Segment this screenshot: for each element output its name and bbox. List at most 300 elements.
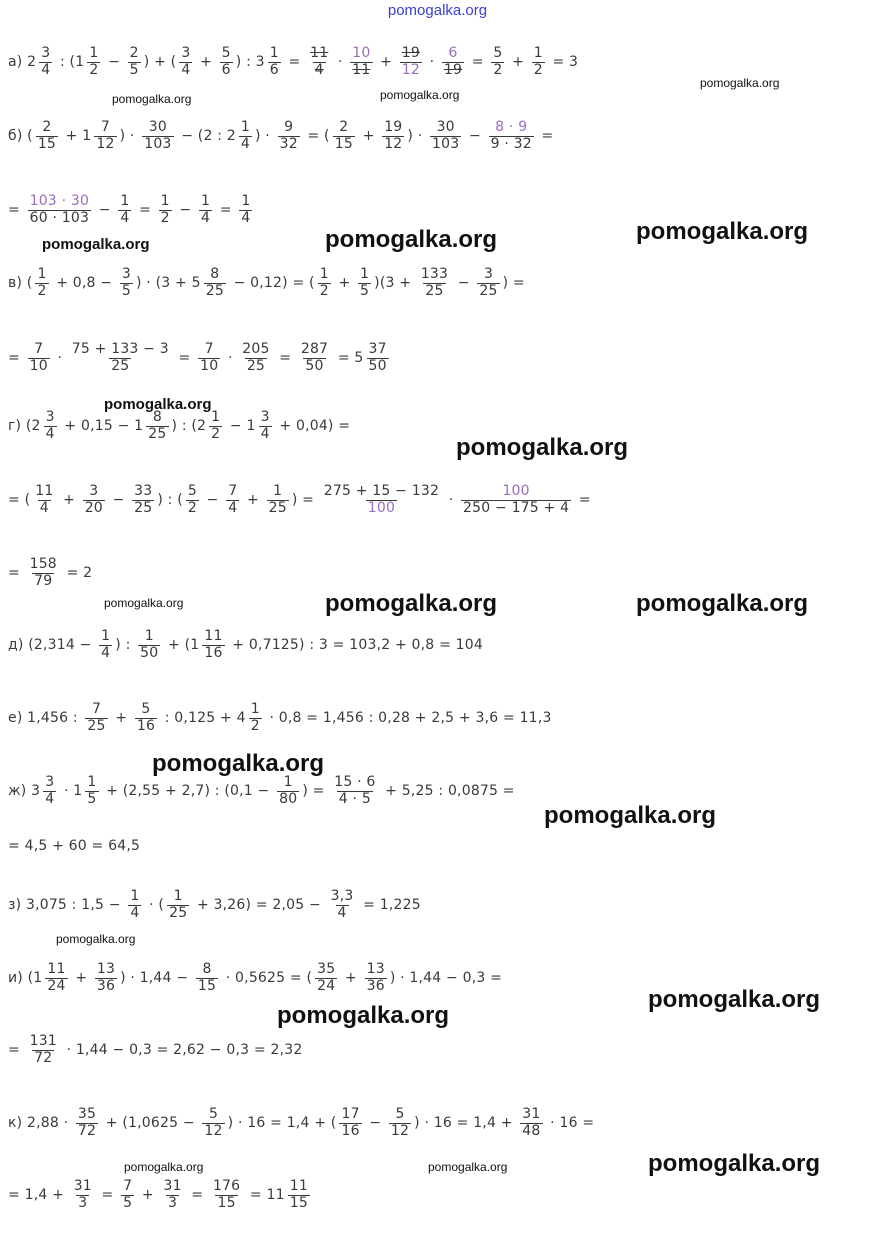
numerator: 2 bbox=[129, 45, 139, 62]
fraction bbox=[161, 1179, 183, 1210]
numerator: 3 bbox=[89, 483, 99, 500]
math-text: = bbox=[8, 565, 25, 581]
fraction bbox=[39, 46, 52, 77]
watermark: pomogalka.org bbox=[456, 434, 629, 461]
fraction bbox=[419, 267, 450, 298]
denominator: 16 bbox=[341, 1122, 360, 1139]
fraction bbox=[491, 46, 504, 77]
numerator: 7 bbox=[204, 341, 214, 358]
denominator: 3 bbox=[78, 1194, 88, 1211]
fraction bbox=[329, 889, 356, 920]
numerator: 1 bbox=[201, 193, 211, 210]
fraction bbox=[186, 484, 199, 515]
denominator: 25 bbox=[425, 282, 444, 299]
denominator: 11 bbox=[352, 61, 371, 78]
numerator: 103 · 30 bbox=[29, 193, 90, 210]
math-text: − 0,12) = ( bbox=[228, 275, 315, 291]
math-text: · bbox=[444, 492, 459, 508]
math-text: · 1 bbox=[59, 783, 83, 799]
fraction bbox=[72, 1179, 94, 1210]
fraction bbox=[220, 46, 233, 77]
solution-zh-line-2 bbox=[8, 818, 875, 874]
denominator: 50 bbox=[305, 357, 324, 374]
numerator: 10 bbox=[352, 45, 371, 62]
numerator: 35 bbox=[77, 1106, 97, 1123]
numerator: 3,3 bbox=[330, 888, 354, 905]
fraction bbox=[45, 962, 67, 993]
fraction bbox=[442, 46, 464, 77]
numerator: 3 bbox=[45, 774, 55, 791]
numerator: 5 bbox=[208, 1106, 219, 1123]
numerator: 1 bbox=[250, 701, 260, 718]
math-text: к) 2,88 · bbox=[8, 1115, 73, 1131]
numerator: 1 bbox=[89, 45, 99, 62]
math-text: а) 2 bbox=[8, 54, 37, 70]
fraction bbox=[118, 194, 131, 225]
numerator: 1 bbox=[130, 888, 140, 905]
fraction bbox=[28, 194, 92, 225]
numerator: 176 bbox=[212, 1178, 241, 1195]
numerator: 100 bbox=[502, 483, 530, 500]
fraction bbox=[99, 629, 112, 660]
fraction bbox=[240, 342, 271, 373]
math-text: · 16 = bbox=[545, 1115, 595, 1131]
fraction bbox=[318, 267, 331, 298]
numerator: 1 bbox=[37, 266, 47, 283]
numerator: 31 bbox=[73, 1178, 92, 1195]
math-text: : (1 bbox=[55, 54, 85, 70]
watermark: pomogalka.org bbox=[648, 986, 821, 1013]
denominator: 12 bbox=[204, 1122, 223, 1139]
fraction bbox=[198, 342, 220, 373]
math-text: + 5,25 : 0,0875 = bbox=[380, 783, 515, 799]
numerator: 131 bbox=[29, 1033, 57, 1050]
denominator: 5 bbox=[123, 1194, 133, 1211]
fraction bbox=[28, 557, 59, 588]
denominator: 5 bbox=[87, 790, 97, 807]
fraction bbox=[278, 120, 300, 151]
numerator: 15 · 6 bbox=[334, 774, 376, 791]
denominator: 6 bbox=[221, 61, 231, 78]
numerator: 7 bbox=[123, 1178, 133, 1195]
numerator: 1 bbox=[273, 483, 283, 500]
solution-g-line-2 bbox=[8, 472, 875, 528]
math-text: ) = bbox=[302, 783, 330, 799]
denominator: 5 bbox=[129, 61, 139, 78]
numerator: 5 bbox=[221, 45, 231, 62]
fraction bbox=[532, 46, 545, 77]
denominator: 25 bbox=[134, 499, 153, 516]
math-text: − bbox=[453, 275, 475, 291]
fraction bbox=[277, 775, 299, 806]
numerator: 33 bbox=[134, 483, 153, 500]
fraction bbox=[430, 120, 461, 151]
watermark: pomogalka.org bbox=[325, 226, 498, 253]
numerator: 1 bbox=[173, 888, 183, 905]
solution-v-line-2 bbox=[8, 330, 875, 386]
math-text: ) : (2 bbox=[171, 418, 207, 434]
numerator: 17 bbox=[341, 1106, 360, 1123]
numerator: 275 + 15 − 132 bbox=[323, 483, 440, 500]
math-text: − bbox=[174, 202, 197, 218]
denominator: 12 bbox=[384, 135, 403, 152]
math-text: б) ( bbox=[8, 128, 33, 144]
fraction bbox=[239, 194, 252, 225]
math-text: · bbox=[333, 54, 348, 70]
math-text: + 3,26) = 2,05 − bbox=[192, 897, 326, 913]
numerator: 3 bbox=[45, 409, 55, 426]
watermark: pomogalka.org bbox=[152, 750, 325, 777]
math-text: = bbox=[274, 350, 296, 366]
numerator: 19 bbox=[401, 45, 420, 62]
numerator: 13 bbox=[96, 961, 116, 978]
math-text: = bbox=[134, 202, 156, 218]
numerator: 3 bbox=[483, 266, 494, 283]
denominator: 2 bbox=[250, 717, 260, 734]
fraction bbox=[202, 1107, 224, 1138]
denominator: 4 bbox=[314, 61, 324, 78]
denominator: 10 bbox=[200, 357, 219, 374]
math-text: · bbox=[52, 350, 67, 366]
math-text: = 3 bbox=[547, 54, 579, 70]
math-text: = ( bbox=[302, 128, 330, 144]
math-text: ) : 3 bbox=[235, 54, 265, 70]
numerator: 2 bbox=[42, 119, 52, 136]
numerator: 1 bbox=[120, 193, 130, 210]
denominator: 16 bbox=[204, 644, 223, 661]
fraction bbox=[211, 1179, 242, 1210]
solution-d-line-1 bbox=[8, 617, 875, 673]
math-text: = 2 bbox=[61, 565, 93, 581]
fraction bbox=[288, 1179, 310, 1210]
fraction bbox=[520, 1107, 542, 1138]
math-text: + 0,7125) : 3 = 103,2 + 0,8 = 104 bbox=[227, 637, 483, 653]
math-text: = bbox=[8, 350, 25, 366]
denominator: 9 · 32 bbox=[490, 135, 532, 152]
math-text: г) (2 bbox=[8, 418, 41, 434]
math-text: + bbox=[507, 54, 529, 70]
math-text: ) + ( bbox=[143, 54, 177, 70]
denominator: 2 bbox=[89, 61, 99, 78]
numerator: 11 bbox=[310, 45, 329, 62]
numerator: 1 bbox=[319, 266, 329, 283]
numerator: 11 bbox=[35, 483, 54, 500]
fraction bbox=[167, 889, 189, 920]
denominator: 103 bbox=[432, 135, 460, 152]
fraction bbox=[146, 410, 168, 441]
math-text: · 0,5625 = ( bbox=[221, 970, 313, 986]
numerator: 1 bbox=[360, 266, 370, 283]
math-text: ) = bbox=[291, 492, 319, 508]
denominator: 25 bbox=[479, 282, 498, 299]
numerator: 31 bbox=[163, 1178, 182, 1195]
denominator: 48 bbox=[522, 1122, 541, 1139]
numerator: 5 bbox=[141, 701, 151, 718]
fraction bbox=[128, 46, 141, 77]
fraction bbox=[35, 267, 48, 298]
solution-i-line-2 bbox=[8, 1022, 875, 1078]
denominator: 4 bbox=[241, 209, 251, 226]
numerator: 11 bbox=[47, 961, 66, 978]
denominator: 5 bbox=[121, 282, 131, 299]
fraction bbox=[36, 120, 58, 151]
denominator: 4 bbox=[120, 209, 130, 226]
denominator: 16 bbox=[136, 717, 156, 734]
numerator: 1 bbox=[101, 628, 111, 645]
denominator: 15 bbox=[197, 977, 217, 994]
denominator: 19 bbox=[443, 61, 463, 78]
fraction bbox=[461, 484, 571, 515]
denominator: 25 bbox=[169, 904, 188, 921]
numerator: 1 bbox=[533, 45, 543, 62]
fraction bbox=[477, 267, 499, 298]
math-text: ) · 16 = 1,4 + bbox=[414, 1115, 518, 1131]
numerator: 3 bbox=[121, 266, 131, 283]
denominator: 79 bbox=[34, 572, 53, 589]
denominator: 15 bbox=[289, 1194, 308, 1211]
math-text: − bbox=[94, 202, 116, 218]
watermark: pomogalka.org bbox=[56, 932, 136, 946]
math-text: + 0,8 − bbox=[51, 275, 117, 291]
fraction bbox=[226, 484, 239, 515]
math-text: е) 1,456 : bbox=[8, 710, 83, 726]
fraction bbox=[121, 1179, 134, 1210]
fraction bbox=[489, 120, 534, 151]
fraction bbox=[382, 120, 404, 151]
math-text: − bbox=[202, 492, 224, 508]
denominator: 50 bbox=[368, 357, 387, 374]
numerator: 19 bbox=[384, 119, 403, 136]
denominator: 36 bbox=[366, 977, 385, 994]
numerator: 11 bbox=[289, 1178, 308, 1195]
watermark: pomogalka.org bbox=[277, 1002, 450, 1029]
denominator: 103 bbox=[144, 135, 172, 152]
denominator: 4 · 5 bbox=[338, 790, 371, 807]
fraction bbox=[28, 342, 50, 373]
fraction bbox=[322, 484, 441, 515]
denominator: 15 bbox=[217, 1194, 236, 1211]
fraction bbox=[400, 46, 422, 77]
math-text: ) · 16 = 1,4 + ( bbox=[227, 1115, 337, 1131]
denominator: 12 bbox=[96, 135, 115, 152]
fraction bbox=[267, 484, 289, 515]
denominator: 3 bbox=[168, 1194, 178, 1211]
fraction bbox=[199, 194, 212, 225]
math-text: ) · (3 + 5 bbox=[135, 275, 201, 291]
numerator: 1 bbox=[211, 409, 221, 426]
denominator: 12 bbox=[401, 61, 420, 78]
watermark: pomogalka.org bbox=[544, 802, 717, 829]
fraction bbox=[120, 267, 133, 298]
denominator: 2 bbox=[533, 61, 543, 78]
watermark: pomogalka.org bbox=[124, 1160, 204, 1174]
math-text: · 0,8 = 1,456 : 0,28 + 2,5 + 3,6 = 11,3 bbox=[264, 710, 552, 726]
numerator: 5 bbox=[187, 483, 198, 500]
math-text: + bbox=[195, 54, 217, 70]
numerator: 1 bbox=[144, 628, 154, 645]
solution-zh-line-1 bbox=[8, 763, 875, 819]
denominator: 4 bbox=[260, 425, 270, 442]
numerator: 205 bbox=[242, 341, 270, 358]
numerator: 2 bbox=[339, 119, 349, 136]
math-text: + 1 bbox=[61, 128, 92, 144]
math-text: = 1,4 + bbox=[8, 1187, 69, 1203]
math-text: в) ( bbox=[8, 275, 33, 291]
watermark: pomogalka.org bbox=[104, 596, 184, 610]
math-text: + 0,15 − 1 bbox=[59, 418, 144, 434]
math-text: + bbox=[375, 54, 397, 70]
watermark: pomogalka.org bbox=[428, 1160, 508, 1174]
denominator: 25 bbox=[268, 499, 287, 516]
math-text: + bbox=[137, 1187, 159, 1203]
fraction bbox=[365, 962, 387, 993]
fraction bbox=[204, 267, 226, 298]
numerator: 3 bbox=[41, 45, 51, 62]
fraction bbox=[333, 120, 355, 151]
solution-k-line-1 bbox=[8, 1095, 875, 1151]
denominator: 36 bbox=[96, 977, 116, 994]
math-text: = bbox=[215, 202, 237, 218]
math-text: = bbox=[96, 1187, 119, 1203]
math-text: )(3 + bbox=[374, 275, 416, 291]
fraction bbox=[389, 1107, 411, 1138]
math-text: − 1 bbox=[225, 418, 256, 434]
denominator: 2 bbox=[493, 61, 503, 78]
fraction bbox=[44, 410, 57, 441]
numerator: 5 bbox=[493, 45, 503, 62]
math-text: ) : bbox=[115, 637, 136, 653]
numerator: 158 bbox=[29, 556, 57, 573]
numerator: 11 bbox=[204, 628, 223, 645]
denominator: 25 bbox=[148, 425, 167, 442]
numerator: 35 bbox=[317, 961, 336, 978]
fraction bbox=[299, 342, 330, 373]
math-text: − bbox=[107, 492, 130, 508]
denominator: 10 bbox=[29, 357, 48, 374]
denominator: 6 bbox=[269, 61, 279, 78]
numerator: 8 bbox=[152, 409, 162, 426]
denominator: 4 bbox=[41, 61, 51, 78]
fraction bbox=[179, 46, 192, 77]
numerator: 5 bbox=[395, 1106, 405, 1123]
fraction bbox=[339, 1107, 361, 1138]
numerator: 1 bbox=[283, 774, 293, 791]
fraction bbox=[135, 702, 157, 733]
numerator: 7 bbox=[100, 119, 111, 136]
math-text: + bbox=[70, 970, 92, 986]
math-text: ) · bbox=[119, 128, 140, 144]
fraction bbox=[367, 342, 389, 373]
denominator: 4 bbox=[101, 644, 111, 661]
fraction bbox=[308, 46, 330, 77]
fraction bbox=[95, 962, 117, 993]
fraction bbox=[94, 120, 116, 151]
fraction bbox=[83, 484, 105, 515]
math-text: = bbox=[283, 54, 306, 70]
math-text: − bbox=[364, 1115, 386, 1131]
numerator: 8 · 9 bbox=[495, 119, 528, 136]
numerator: 30 bbox=[148, 119, 167, 136]
math-text: з) 3,075 : 1,5 − bbox=[8, 897, 126, 913]
watermark: pomogalka.org bbox=[700, 76, 780, 90]
fraction bbox=[138, 629, 160, 660]
denominator: 2 bbox=[319, 282, 329, 299]
numerator: 8 bbox=[202, 961, 212, 978]
site-header[interactable]: pomogalka.org bbox=[387, 2, 488, 19]
denominator: 32 bbox=[279, 135, 298, 152]
denominator: 4 bbox=[39, 499, 49, 516]
numerator: 75 + 133 − 3 bbox=[71, 341, 169, 358]
math-text: = bbox=[8, 202, 25, 218]
solution-b-line-1 bbox=[8, 108, 875, 164]
math-text: = bbox=[173, 350, 196, 366]
numerator: 8 bbox=[210, 266, 220, 283]
fraction bbox=[142, 120, 173, 151]
denominator: 100 bbox=[367, 499, 396, 516]
math-text: + bbox=[110, 710, 132, 726]
fraction bbox=[85, 775, 98, 806]
denominator: 25 bbox=[87, 717, 106, 734]
math-text: д) (2,314 − bbox=[8, 637, 97, 653]
denominator: 2 bbox=[211, 425, 221, 442]
watermark: pomogalka.org bbox=[636, 590, 809, 617]
fraction bbox=[43, 775, 56, 806]
math-text: = 11 bbox=[245, 1187, 285, 1203]
fraction bbox=[249, 702, 262, 733]
fraction bbox=[70, 342, 171, 373]
watermark: pomogalka.org bbox=[112, 92, 192, 106]
math-text: + bbox=[340, 970, 362, 986]
fraction bbox=[132, 484, 154, 515]
numerator: 9 bbox=[284, 119, 294, 136]
fraction bbox=[159, 194, 172, 225]
math-text: − bbox=[103, 54, 125, 70]
watermark: pomogalka.org bbox=[325, 590, 498, 617]
numerator: 287 bbox=[300, 341, 329, 358]
math-text: = bbox=[536, 128, 554, 144]
denominator: 72 bbox=[34, 1049, 53, 1066]
denominator: 15 bbox=[334, 135, 353, 152]
fraction bbox=[128, 889, 141, 920]
math-text: = bbox=[8, 1042, 25, 1058]
math-text: − (2 : 2 bbox=[176, 128, 236, 144]
math-text: ) · 1,44 − bbox=[120, 970, 193, 986]
math-text: ) = bbox=[502, 275, 525, 291]
fraction bbox=[85, 702, 107, 733]
denominator: 4 bbox=[181, 61, 191, 78]
watermark: pomogalka.org bbox=[648, 1150, 821, 1177]
numerator: 7 bbox=[34, 341, 44, 358]
math-text: + bbox=[58, 492, 80, 508]
math-text: ) · bbox=[254, 128, 275, 144]
denominator: 12 bbox=[390, 1122, 410, 1139]
denominator: 4 bbox=[337, 904, 347, 921]
numerator: 7 bbox=[228, 483, 238, 500]
denominator: 24 bbox=[317, 977, 336, 994]
math-text: = bbox=[574, 492, 591, 508]
fraction bbox=[196, 962, 218, 993]
denominator: 15 bbox=[37, 135, 57, 152]
math-text: + bbox=[333, 275, 356, 291]
fraction bbox=[268, 46, 281, 77]
math-text: ) · bbox=[407, 128, 428, 144]
math-text: + (2,55 + 2,7) : (0,1 − bbox=[101, 783, 275, 799]
denominator: 4 bbox=[201, 209, 211, 226]
denominator: 4 bbox=[45, 425, 55, 442]
fraction bbox=[28, 1034, 59, 1065]
numerator: 1 bbox=[87, 774, 97, 791]
denominator: 25 bbox=[111, 357, 130, 374]
